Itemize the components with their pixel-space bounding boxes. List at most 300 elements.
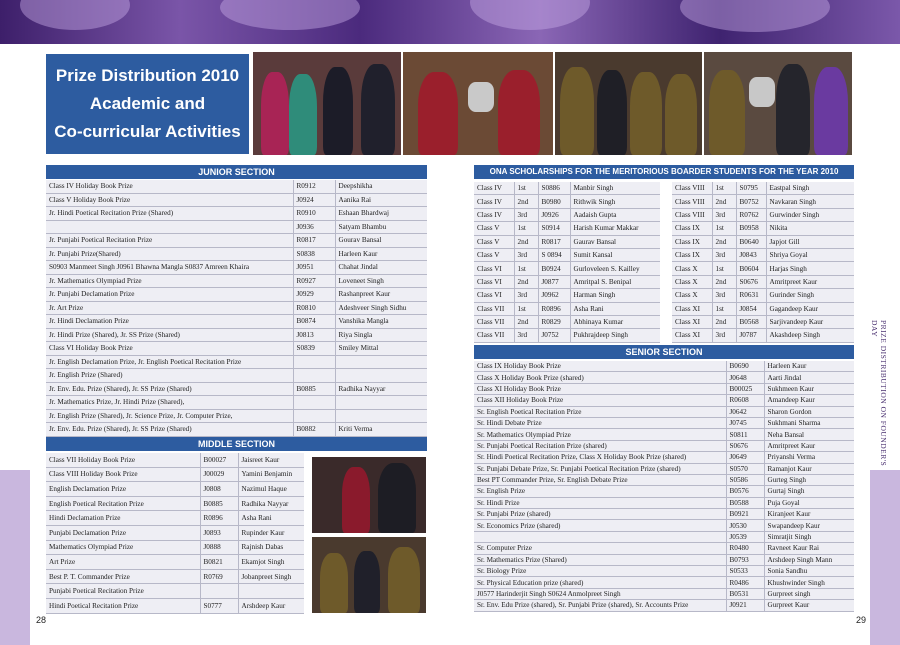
table-row <box>46 409 427 423</box>
table-cell: Gagandeep Kaur <box>766 302 854 315</box>
table-cell: Class XI Holiday Book Prize <box>474 383 726 394</box>
table-cell: Yamini Benjamin <box>238 467 304 482</box>
table-cell: Class IX <box>672 235 712 248</box>
table-row <box>46 555 304 570</box>
table-cell: Class V <box>474 222 514 235</box>
table-cell: Ravneet Kaur Rai <box>764 543 854 554</box>
table-row <box>474 289 660 302</box>
table-cell: S0914 <box>538 222 570 235</box>
table-cell: S 0894 <box>538 248 570 261</box>
table-cell: Jaisreet Kaur <box>238 453 304 467</box>
table-row <box>474 474 854 485</box>
table-cell: R0810 <box>293 301 335 315</box>
table-row <box>474 509 854 520</box>
table-cell: S0533 <box>726 566 764 577</box>
title-line: Academic and <box>89 94 206 113</box>
table-cell: Sr. Punjabi Debate Prize, Sr. Punjabi Poetical Recitation Prize (shared) <box>474 463 726 474</box>
table-cell: Radhika Nayyar <box>238 496 304 511</box>
table-cell: Jr. Hindi Poetical Recitation Prize (Shared) <box>46 207 293 221</box>
table-cell: Class XI <box>672 329 712 342</box>
table-cell: Sr. Computer Prize <box>474 543 726 554</box>
table-cell: Punjabi Declamation Prize <box>46 525 200 540</box>
ona-scholarship-table-right <box>672 182 854 343</box>
table-cell: Ekamjot Singh <box>238 555 304 570</box>
table-cell: R0829 <box>538 315 570 328</box>
table-cell: Class V <box>474 235 514 248</box>
table-cell: Class VI <box>474 275 514 288</box>
table-cell: Sharon Gordon <box>764 406 854 417</box>
table-row <box>46 261 427 275</box>
table-cell: Class VIII <box>672 208 712 221</box>
table-cell: Nazimul Haque <box>238 482 304 497</box>
table-cell: Harman Singh <box>570 289 660 302</box>
table-cell: Amritpal S. Benipal <box>570 275 660 288</box>
table-row <box>46 540 304 555</box>
table-cell: B00025 <box>726 383 764 394</box>
table-cell: Class IV <box>474 182 514 195</box>
table-cell: 2nd <box>514 315 538 328</box>
table-cell: B0576 <box>726 486 764 497</box>
table-cell: J0808 <box>200 482 238 497</box>
table-cell: Smiley Mittal <box>335 342 427 356</box>
table-cell: J0745 <box>726 417 764 428</box>
table-row <box>474 275 660 288</box>
table-cell: B0882 <box>293 423 335 437</box>
table-cell: S0838 <box>293 247 335 261</box>
table-cell: Ramanjot Kaur <box>764 463 854 474</box>
table-cell: Adeshveer Singh Sidhu <box>335 301 427 315</box>
table-row <box>474 222 660 235</box>
table-cell: Sr. Hindi Poetical Recitation Prize, Class X Holiday Book Prize (shared) <box>474 452 726 463</box>
table-row <box>46 396 427 410</box>
table-cell: Manbir Singh <box>570 182 660 195</box>
table-cell: Sr. Punjabi Prize (shared) <box>474 509 726 520</box>
table-cell: B0640 <box>736 235 766 248</box>
table-cell: Jr. Hindi Prize (Shared), Jr. SS Prize (Shared) <box>46 328 293 342</box>
table-cell: Khushwinder Singh <box>764 577 854 588</box>
table-cell: Harjas Singh <box>766 262 854 275</box>
table-cell: Class XII Holiday Book Prize <box>474 395 726 406</box>
table-row <box>46 342 427 356</box>
table-row <box>46 482 304 497</box>
table-cell: B0821 <box>200 555 238 570</box>
left-accent-bar <box>0 470 30 645</box>
table-cell: R0769 <box>200 569 238 584</box>
title-line: Prize Distribution 2010 <box>55 66 240 85</box>
table-cell: 3rd <box>514 208 538 221</box>
table-cell: Class IV <box>474 208 514 221</box>
table-cell: Sonia Sandhu <box>764 566 854 577</box>
table-cell: S0676 <box>736 275 766 288</box>
table-cell: Deepshikha <box>335 180 427 193</box>
page-number-left: 28 <box>36 615 47 625</box>
table-cell: Class X <box>672 262 712 275</box>
table-cell: Amandeep Kaur <box>764 395 854 406</box>
table-cell <box>200 584 238 599</box>
page-title <box>46 54 249 154</box>
table-row <box>474 566 854 577</box>
junior-section-heading: JUNIOR SECTION <box>46 165 427 179</box>
table-cell: 1st <box>514 222 538 235</box>
table-cell: J0893 <box>200 525 238 540</box>
table-row <box>474 195 660 208</box>
table-row <box>474 406 854 417</box>
table-cell: Class V Holiday Book Prize <box>46 193 293 207</box>
table-cell: J0843 <box>736 248 766 261</box>
table-cell: 3rd <box>712 248 736 261</box>
table-row <box>474 531 854 542</box>
table-row <box>46 382 427 396</box>
prize-photo <box>403 52 553 155</box>
table-cell: 3rd <box>514 248 538 261</box>
table-cell: Aanika Rai <box>335 193 427 207</box>
table-cell: 1st <box>514 262 538 275</box>
table-cell: S0839 <box>293 342 335 356</box>
table-row <box>672 248 854 261</box>
table-cell: English Poetical Recitation Prize <box>46 496 200 511</box>
table-cell: Neha Bansal <box>764 429 854 440</box>
table-cell: 1st <box>712 222 736 235</box>
table-cell: Puja Goyal <box>764 497 854 508</box>
table-cell: J0877 <box>538 275 570 288</box>
table-cell: R0762 <box>736 208 766 221</box>
table-row <box>672 262 854 275</box>
table-cell: R0912 <box>293 180 335 193</box>
table-cell: Harleen Kaur <box>335 247 427 261</box>
table-cell: Jr. Punjabi Poetical Recitation Prize <box>46 234 293 248</box>
table-cell: B0690 <box>726 361 764 372</box>
table-cell: Nikita <box>766 222 854 235</box>
table-cell: B0958 <box>736 222 766 235</box>
table-row <box>474 302 660 315</box>
side-title: PRIZE DISTRIBUTION ON FOUNDER'S DAY <box>870 320 888 467</box>
table-cell: 1st <box>712 262 736 275</box>
table-cell: Class VIII Holiday Book Prize <box>46 467 200 482</box>
table-cell: Class X Holiday Book Prize (shared) <box>474 372 726 383</box>
table-cell: Amritpreet Kaur <box>764 440 854 451</box>
ona-scholarship-table-left <box>474 182 660 343</box>
table-cell: R0631 <box>736 289 766 302</box>
table-cell: 2nd <box>514 195 538 208</box>
table-cell: S0903 Manmeet Singh J0961 Bhawna Mangla S0837 Amreen Khaira <box>46 261 293 275</box>
table-cell: Satyam Bhambu <box>335 220 427 234</box>
table-cell: Jr. Punjabi Prize(Shared) <box>46 247 293 261</box>
table-cell <box>335 355 427 369</box>
banner-petal <box>220 0 360 30</box>
table-cell: Kiranjeet Kaur <box>764 509 854 520</box>
middle-section-heading: MIDDLE SECTION <box>46 437 427 451</box>
table-cell: J0813 <box>293 328 335 342</box>
prize-photo <box>312 457 426 533</box>
table-row <box>474 248 660 261</box>
table-cell: Navkaran Singh <box>766 195 854 208</box>
junior-prize-table <box>46 180 427 437</box>
table-cell: B0980 <box>538 195 570 208</box>
table-cell: Sr. English Prize <box>474 486 726 497</box>
table-cell: S0676 <box>726 440 764 451</box>
table-cell: English Declamation Prize <box>46 482 200 497</box>
table-cell: Aarti Jindal <box>764 372 854 383</box>
table-cell: Sr. Economics Prize (shared) <box>474 520 726 531</box>
table-row <box>672 302 854 315</box>
table-row <box>474 486 854 497</box>
table-cell: R0910 <box>293 207 335 221</box>
table-cell: Sukhmani Sharma <box>764 417 854 428</box>
table-cell: R0817 <box>293 234 335 248</box>
table-cell: Sumit Kansal <box>570 248 660 261</box>
table-cell: Class VIII <box>672 195 712 208</box>
table-cell: J0530 <box>726 520 764 531</box>
table-row <box>474 429 854 440</box>
table-cell: B0924 <box>538 262 570 275</box>
table-cell: 3rd <box>712 208 736 221</box>
table-cell: J0539 <box>726 531 764 542</box>
table-cell: Class IX <box>672 222 712 235</box>
table-cell: Sr. Env. Edu Prize (shared), Sr. Punjabi Prize (shared), Sr. Accounts Prize <box>474 600 726 611</box>
table-cell: Class IX <box>672 248 712 261</box>
table-row <box>474 361 854 372</box>
table-row <box>474 520 854 531</box>
table-cell: Sr. Biology Prize <box>474 566 726 577</box>
table-row <box>474 417 854 428</box>
table-cell: Sarjivandeep Kaur <box>766 315 854 328</box>
table-cell: R0486 <box>726 577 764 588</box>
table-cell: Gurwinder Singh <box>766 208 854 221</box>
table-cell: Amritpreet Kaur <box>766 275 854 288</box>
table-cell: J00029 <box>200 467 238 482</box>
table-cell: Punjabi Poetical Recitation Prize <box>46 584 200 599</box>
table-cell: Gurteg Singh <box>764 474 854 485</box>
table-row <box>46 584 304 599</box>
table-cell: Gourav Bansal <box>335 234 427 248</box>
table-cell: R0608 <box>726 395 764 406</box>
prize-photo <box>555 52 702 155</box>
table-cell: Hindi Declamation Prize <box>46 511 200 526</box>
table-cell: 1st <box>514 302 538 315</box>
table-cell: S0570 <box>726 463 764 474</box>
table-cell: 2nd <box>712 315 736 328</box>
table-cell: Rithwik Singh <box>570 195 660 208</box>
table-cell: R0927 <box>293 274 335 288</box>
table-cell: Jr. Env. Edu. Prize (Shared), Jr. SS Prize (Shared) <box>46 423 293 437</box>
table-cell: J0962 <box>538 289 570 302</box>
table-cell: Sr. Hindi Debate Prize <box>474 417 726 428</box>
table-cell: B0793 <box>726 554 764 565</box>
prize-photo <box>253 52 401 155</box>
table-row <box>46 207 427 221</box>
page-number-right: 29 <box>856 615 867 625</box>
table-cell: J0951 <box>293 261 335 275</box>
table-row <box>474 463 854 474</box>
table-cell: S0795 <box>736 182 766 195</box>
table-cell <box>293 355 335 369</box>
table-cell: 1st <box>514 182 538 195</box>
table-cell: Aadaish Gupta <box>570 208 660 221</box>
table-cell: Radhika Nayyar <box>335 382 427 396</box>
table-cell: S0886 <box>538 182 570 195</box>
banner-petal <box>470 0 590 30</box>
table-row <box>474 600 854 611</box>
table-cell: B0885 <box>293 382 335 396</box>
table-cell: Class IX Holiday Book Prize <box>474 361 726 372</box>
table-cell: S0811 <box>726 429 764 440</box>
right-accent-bar <box>870 470 900 645</box>
table-row <box>474 315 660 328</box>
table-row <box>474 329 660 342</box>
prize-photo <box>312 537 426 613</box>
table-row <box>474 588 854 599</box>
table-cell: J0648 <box>726 372 764 383</box>
table-row <box>46 453 304 467</box>
table-cell: B0531 <box>726 588 764 599</box>
table-cell: Class VI Holiday Book Prize <box>46 342 293 356</box>
banner-petal <box>20 0 130 30</box>
table-cell: Pukhrajdeep Singh <box>570 329 660 342</box>
table-cell: Jr. English Declamation Prize, Jr. English Poetical Recitation Prize <box>46 355 293 369</box>
table-cell: Eastpal Singh <box>766 182 854 195</box>
table-cell: B0568 <box>736 315 766 328</box>
table-cell: Chahat Jindal <box>335 261 427 275</box>
top-banner <box>0 0 900 44</box>
table-row <box>474 543 854 554</box>
table-cell <box>238 584 304 599</box>
table-cell: Class VII Holiday Book Prize <box>46 453 200 467</box>
table-cell: Gurpreet Kaur <box>764 600 854 611</box>
table-cell <box>293 396 335 410</box>
table-row <box>672 182 854 195</box>
table-cell: Sr. Physical Education prize (shared) <box>474 577 726 588</box>
table-cell: Jr. English Prize (Shared), Jr. Science Prize, Jr. Computer Prize, <box>46 409 293 423</box>
table-cell: Harleen Kaur <box>764 361 854 372</box>
table-cell: Gurtaj Singh <box>764 486 854 497</box>
table-cell: Shriya Goyal <box>766 248 854 261</box>
table-cell: B0921 <box>726 509 764 520</box>
table-cell: Class VII <box>474 329 514 342</box>
table-row <box>46 193 427 207</box>
title-line: Co-curricular Activities <box>54 122 241 141</box>
table-cell: J0787 <box>736 329 766 342</box>
table-cell: Jr. Art Prize <box>46 301 293 315</box>
table-row <box>474 452 854 463</box>
table-cell: J0926 <box>538 208 570 221</box>
table-cell: 1st <box>712 302 736 315</box>
table-cell: Class XI <box>672 302 712 315</box>
table-row <box>46 369 427 383</box>
table-cell: 3rd <box>712 329 736 342</box>
table-cell: Sr. Punjabi Poetical Recitation Prize (shared) <box>474 440 726 451</box>
table-cell: B00027 <box>200 453 238 467</box>
table-row <box>46 511 304 526</box>
table-cell: Jr. Mathematics Prize, Jr. Hindi Prize (Shared), <box>46 396 293 410</box>
table-row <box>46 180 427 193</box>
table-cell: Riya Singla <box>335 328 427 342</box>
table-cell: J0936 <box>293 220 335 234</box>
table-cell: J0649 <box>726 452 764 463</box>
senior-section-heading: SENIOR SECTION <box>474 345 854 359</box>
table-cell: 3rd <box>514 289 538 302</box>
table-cell: Loveneet Singh <box>335 274 427 288</box>
banner-petal <box>680 0 830 32</box>
table-cell: R0480 <box>726 543 764 554</box>
table-cell: Class IV <box>474 195 514 208</box>
table-cell: Class VII <box>474 302 514 315</box>
table-row <box>46 220 427 234</box>
table-cell: J0577 Harinderjit Singh S0624 Anmolpreet Singh <box>474 588 726 599</box>
table-cell: Simratjit Singh <box>764 531 854 542</box>
table-cell: J0924 <box>293 193 335 207</box>
table-cell: B0604 <box>736 262 766 275</box>
table-cell: Class X <box>672 275 712 288</box>
table-row <box>46 355 427 369</box>
table-cell: Class VII <box>474 315 514 328</box>
table-cell: Hindi Poetical Recitation Prize <box>46 598 200 613</box>
table-cell: Art Prize <box>46 555 200 570</box>
table-cell: R0817 <box>538 235 570 248</box>
table-cell: Jr. Env. Edu. Prize (Shared), Jr. SS Prize (Shared) <box>46 382 293 396</box>
ona-section-heading: ONA SCHOLARSHIPS FOR THE MERITORIOUS BOARDER STUDENTS FOR THE YEAR 2010 <box>474 165 854 179</box>
table-row <box>46 467 304 482</box>
table-cell: Jr. Hindi Declamation Prize <box>46 315 293 329</box>
senior-prize-table <box>474 361 854 612</box>
table-cell: J0929 <box>293 288 335 302</box>
table-cell: 3rd <box>514 329 538 342</box>
table-row <box>474 208 660 221</box>
table-cell: 3rd <box>712 289 736 302</box>
table-row <box>46 328 427 342</box>
table-cell: Asha Rani <box>238 511 304 526</box>
table-cell <box>474 531 726 542</box>
table-row <box>46 569 304 584</box>
table-cell: J0854 <box>736 302 766 315</box>
table-row <box>46 234 427 248</box>
table-row <box>474 497 854 508</box>
table-cell: J0642 <box>726 406 764 417</box>
table-cell: B0874 <box>293 315 335 329</box>
table-cell: Jobanpreet Singh <box>238 569 304 584</box>
table-cell <box>335 396 427 410</box>
table-row <box>672 329 854 342</box>
table-row <box>474 235 660 248</box>
table-cell <box>335 369 427 383</box>
table-row <box>672 222 854 235</box>
table-row <box>46 496 304 511</box>
table-cell: J0921 <box>726 600 764 611</box>
table-row <box>46 247 427 261</box>
table-cell: Vanshika Mangla <box>335 315 427 329</box>
table-cell: Sr. Hindi Prize <box>474 497 726 508</box>
table-row <box>474 440 854 451</box>
table-cell: Class VI <box>474 262 514 275</box>
table-cell <box>293 409 335 423</box>
table-cell: Kriti Verma <box>335 423 427 437</box>
table-row <box>672 208 854 221</box>
table-row <box>474 577 854 588</box>
table-cell: Sr. Mathematics Prize (Shared) <box>474 554 726 565</box>
table-row <box>46 598 304 613</box>
table-cell: Jr. English Prize (Shared) <box>46 369 293 383</box>
table-cell: Gurpreet singh <box>764 588 854 599</box>
table-row <box>672 289 854 302</box>
table-cell: Class IV Holiday Book Prize <box>46 180 293 193</box>
table-cell: Sukhmeen Kaur <box>764 383 854 394</box>
table-row <box>474 395 854 406</box>
table-row <box>46 274 427 288</box>
table-cell: Rupinder Kaur <box>238 525 304 540</box>
table-cell: Akashdeep Singh <box>766 329 854 342</box>
table-cell <box>293 369 335 383</box>
table-cell: Sr. English Poetical Recitation Prize <box>474 406 726 417</box>
table-cell: Japjot Gill <box>766 235 854 248</box>
